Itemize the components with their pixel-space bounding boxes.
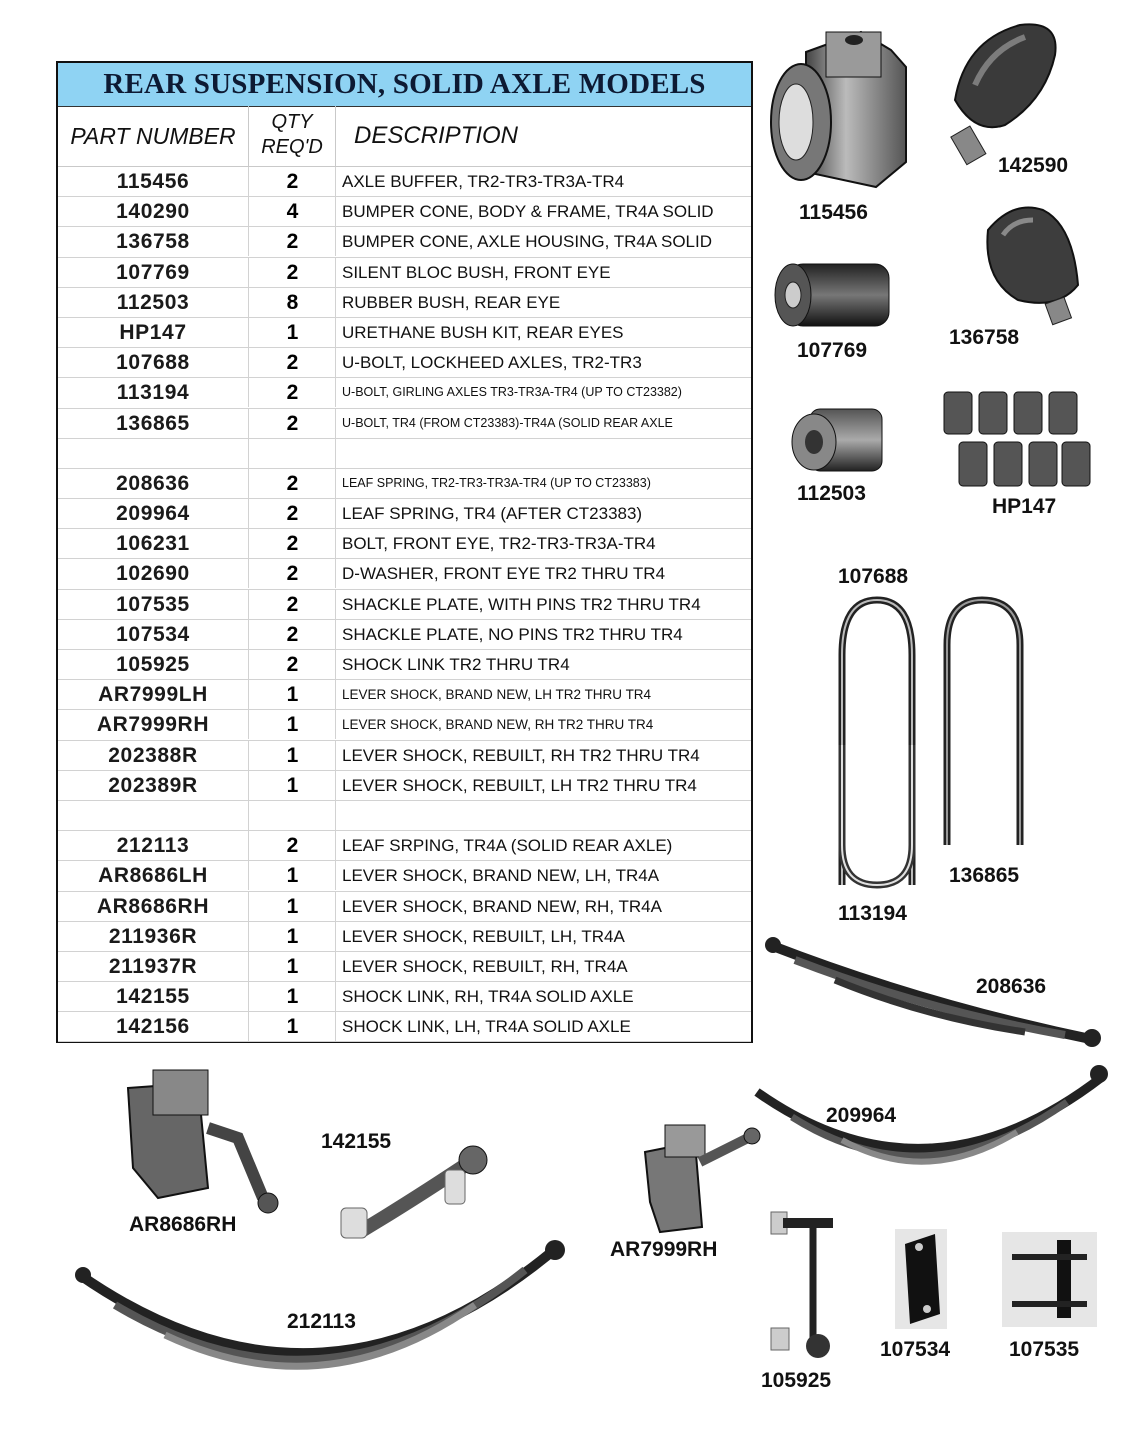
description-cell: U-BOLT, TR4 (FROM CT23383)-TR4A (SOLID REAR AXLE — [335, 409, 753, 438]
lever-shock-ar7999rh-image — [640, 1122, 760, 1237]
description-cell — [335, 439, 753, 468]
description-cell: AXLE BUFFER, TR2-TR3-TR3A-TR4 — [335, 167, 753, 196]
table-row — [58, 650, 751, 680]
qty-cell: 1 — [248, 680, 336, 709]
table-row — [58, 590, 751, 620]
table-row — [58, 861, 751, 891]
part-number-cell: 140290 — [116, 200, 190, 224]
parts-table — [56, 61, 753, 1043]
qty-cell: 1 — [248, 1012, 336, 1041]
part-number-cell: 136758 — [116, 230, 190, 254]
part-number-cell: 142155 — [116, 985, 190, 1009]
part-number-cell: HP147 — [119, 320, 187, 344]
table-row — [58, 1012, 751, 1042]
part-number-cell: 208636 — [116, 471, 190, 495]
label-212113: 212113 — [287, 1310, 356, 1333]
table-row — [58, 318, 751, 348]
table-row — [58, 680, 751, 710]
leaf-spring-209964-image — [752, 1062, 1107, 1167]
description-cell: LEAF SPRING, TR2-TR3-TR3A-TR4 (UP TO CT23383) — [335, 469, 753, 498]
table-row — [58, 710, 751, 740]
header-part-number: PART NUMBER — [70, 123, 236, 149]
qty-cell: 2 — [248, 258, 336, 287]
description-cell: LEVER SHOCK, BRAND NEW, RH TR2 THRU TR4 — [335, 710, 753, 739]
qty-cell: 2 — [248, 831, 336, 860]
part-number-cell: 106231 — [116, 532, 190, 556]
bumper-cone-large-image — [945, 15, 1065, 165]
shock-link-105925-image — [763, 1208, 843, 1368]
description-cell: LEVER SHOCK, BRAND NEW, LH, TR4A — [335, 861, 753, 890]
table-row — [58, 529, 751, 559]
qty-cell: 2 — [248, 167, 336, 196]
table-row — [58, 892, 751, 922]
label-115456: 115456 — [799, 201, 868, 224]
rubber-bush-image — [788, 405, 886, 477]
table-row — [58, 258, 751, 288]
qty-cell — [248, 801, 336, 830]
description-cell: URETHANE BUSH KIT, REAR EYES — [335, 318, 753, 347]
label-209964: 209964 — [826, 1104, 897, 1127]
qty-cell: 1 — [248, 771, 336, 800]
part-number-cell: 112503 — [116, 290, 190, 314]
header-description: DESCRIPTION — [335, 106, 753, 166]
part-number-cell: 105925 — [116, 653, 190, 676]
label-142590: 142590 — [998, 154, 1069, 177]
table-row — [58, 982, 751, 1012]
shock-link-142155-image — [333, 1140, 498, 1255]
label-107769: 107769 — [797, 339, 868, 362]
label-105925: 105925 — [761, 1369, 832, 1392]
qty-cell: 2 — [248, 469, 336, 498]
description-cell: BUMPER CONE, BODY & FRAME, TR4A SOLID — [335, 197, 753, 226]
table-body — [58, 167, 751, 1042]
leaf-spring-208636-image — [765, 935, 1100, 1060]
table-row — [58, 348, 751, 378]
part-number-cell: AR7999LH — [98, 683, 208, 707]
qty-cell: 8 — [248, 288, 336, 317]
qty-cell: 2 — [248, 559, 336, 588]
qty-cell: 1 — [248, 861, 336, 890]
part-number-cell: 113194 — [116, 381, 190, 405]
description-cell: SHOCK LINK, RH, TR4A SOLID AXLE — [335, 982, 753, 1011]
qty-cell: 2 — [248, 620, 336, 649]
description-cell: LEVER SHOCK, BRAND NEW, LH TR2 THRU TR4 — [335, 680, 753, 709]
label-136865: 136865 — [949, 864, 1020, 887]
table-row — [58, 952, 751, 982]
lever-shock-ar8686rh-image — [118, 1068, 293, 1218]
table-header-row — [58, 106, 751, 167]
description-cell: LEVER SHOCK, REBUILT, LH TR2 THRU TR4 — [335, 771, 753, 800]
table-row — [58, 620, 751, 650]
description-cell: LEAF SPRING, TR4 (AFTER CT23383) — [335, 499, 753, 528]
qty-cell: 1 — [248, 922, 336, 951]
label-AR8686RH: AR8686RH — [129, 1213, 237, 1236]
qty-cell: 1 — [248, 892, 336, 921]
part-number-cell: 107688 — [116, 351, 190, 375]
part-number-cell: 209964 — [116, 502, 190, 526]
part-number-cell: AR8686LH — [98, 864, 208, 888]
bumper-cone-small-image — [978, 200, 1083, 330]
table-row — [58, 801, 751, 831]
table-row — [58, 227, 751, 257]
description-cell: D-WASHER, FRONT EYE TR2 THRU TR4 — [335, 559, 753, 588]
description-cell: U-BOLT, LOCKHEED AXLES, TR2-TR3 — [335, 348, 753, 377]
label-112503: 112503 — [797, 482, 866, 505]
description-cell: LEAF SRPING, TR4A (SOLID REAR AXLE) — [335, 831, 753, 860]
header-qty-line1: QTY — [271, 111, 313, 133]
qty-cell: 2 — [248, 227, 336, 256]
qty-cell: 1 — [248, 710, 336, 739]
table-row — [58, 922, 751, 952]
axle-buffer-image — [766, 22, 916, 192]
shackle-plate-with-pins-image — [1002, 1232, 1097, 1327]
part-number-cell: 211937R — [108, 954, 198, 978]
part-number-cell: 202388R — [108, 743, 198, 767]
label-107688: 107688 — [838, 565, 909, 588]
table-row — [58, 469, 751, 499]
description-cell: BOLT, FRONT EYE, TR2-TR3-TR3A-TR4 — [335, 529, 753, 558]
qty-cell: 1 — [248, 982, 336, 1011]
table-row — [58, 499, 751, 529]
table-row — [58, 831, 751, 861]
part-number-cell: 107534 — [116, 622, 190, 646]
table-row — [58, 771, 751, 801]
part-number-cell: 142156 — [116, 1015, 190, 1039]
label-142155: 142155 — [321, 1130, 392, 1153]
u-bolts-image — [832, 595, 1032, 895]
qty-cell: 4 — [248, 197, 336, 226]
part-number-cell: 136865 — [116, 411, 190, 435]
qty-cell: 2 — [248, 650, 336, 679]
table-row — [58, 197, 751, 227]
table-row — [58, 559, 751, 589]
part-number-cell: AR7999RH — [96, 713, 210, 737]
label-113194: 113194 — [838, 902, 907, 925]
description-cell: RUBBER BUSH, REAR EYE — [335, 288, 753, 317]
part-number-cell: 107535 — [116, 592, 190, 616]
description-cell: SHACKLE PLATE, NO PINS TR2 THRU TR4 — [335, 620, 753, 649]
silent-bloc-bush-image — [771, 260, 903, 332]
qty-cell: 2 — [248, 348, 336, 377]
qty-cell: 1 — [248, 741, 336, 770]
description-cell: SHOCK LINK TR2 THRU TR4 — [335, 650, 753, 679]
label-107535: 107535 — [1009, 1338, 1080, 1361]
part-number-cell: 102690 — [116, 562, 190, 586]
qty-cell: 1 — [248, 318, 336, 347]
qty-cell: 2 — [248, 409, 336, 438]
description-cell: SILENT BLOC BUSH, FRONT EYE — [335, 258, 753, 287]
qty-cell: 2 — [248, 378, 336, 407]
label-HP147: HP147 — [992, 495, 1057, 518]
description-cell: BUMPER CONE, AXLE HOUSING, TR4A SOLID — [335, 227, 753, 256]
description-cell: SHOCK LINK, LH, TR4A SOLID AXLE — [335, 1012, 753, 1041]
table-row — [58, 409, 751, 439]
part-number-cell: 212113 — [116, 834, 190, 858]
qty-cell — [248, 439, 336, 468]
part-number-cell: AR8686RH — [96, 894, 210, 918]
table-row — [58, 378, 751, 408]
description-cell: U-BOLT, GIRLING AXLES TR3-TR3A-TR4 (UP TO CT23382) — [335, 378, 753, 407]
part-number-cell: 115456 — [116, 170, 190, 193]
description-cell: LEVER SHOCK, REBUILT, RH, TR4A — [335, 952, 753, 981]
label-AR7999RH: AR7999RH — [610, 1238, 718, 1261]
qty-cell: 2 — [248, 499, 336, 528]
qty-cell: 2 — [248, 529, 336, 558]
qty-cell: 2 — [248, 590, 336, 619]
description-cell: LEVER SHOCK, REBUILT, LH, TR4A — [335, 922, 753, 951]
header-qty-line2: REQ'D — [261, 136, 323, 158]
table-row — [58, 288, 751, 318]
part-number-cell: 211936R — [108, 924, 198, 948]
qty-cell: 1 — [248, 952, 336, 981]
label-208636: 208636 — [976, 975, 1047, 998]
table-title: REAR SUSPENSION, SOLID AXLE MODELS — [58, 63, 751, 107]
part-number-cell: 202389R — [108, 773, 198, 797]
table-row — [58, 167, 751, 197]
label-107534: 107534 — [880, 1338, 951, 1361]
table-row — [58, 439, 751, 469]
description-cell — [335, 801, 753, 830]
header-qty — [248, 106, 335, 166]
description-cell: SHACKLE PLATE, WITH PINS TR2 THRU TR4 — [335, 590, 753, 619]
description-cell: LEVER SHOCK, BRAND NEW, RH, TR4A — [335, 892, 753, 921]
urethane-bush-kit-image — [942, 390, 1092, 490]
shackle-plate-no-pins-image — [895, 1229, 947, 1329]
label-136758: 136758 — [949, 326, 1020, 349]
part-number-cell: 107769 — [116, 260, 190, 284]
table-row — [58, 741, 751, 771]
description-cell: LEVER SHOCK, REBUILT, RH TR2 THRU TR4 — [335, 741, 753, 770]
